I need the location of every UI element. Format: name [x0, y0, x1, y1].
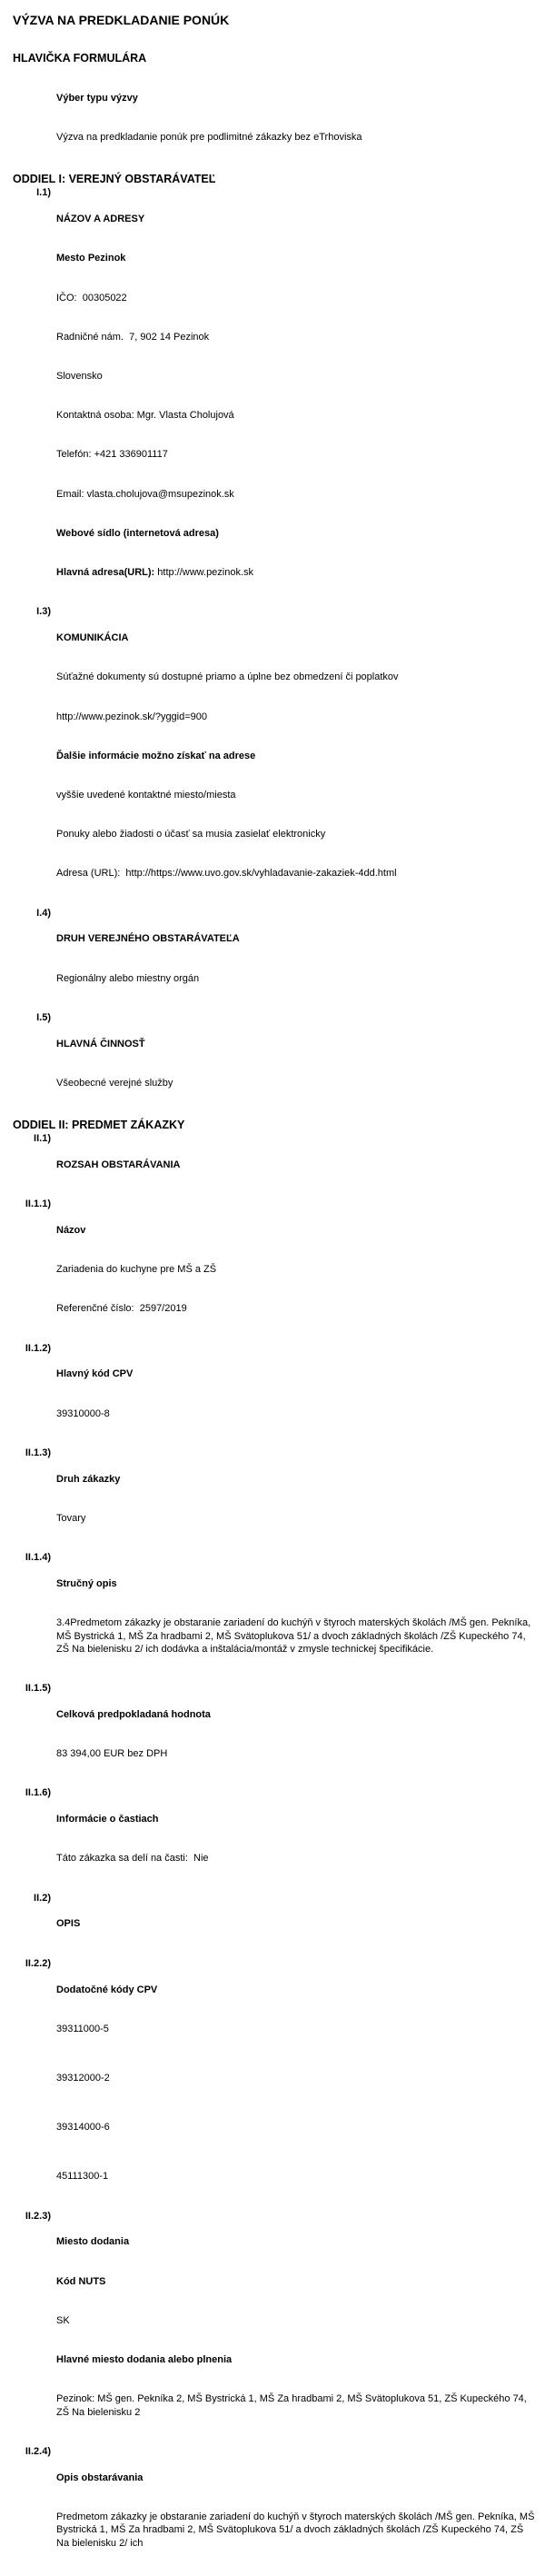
item-ii2 [13, 1892, 538, 1957]
item-number: II.1.3) [25, 1447, 51, 1458]
item-ii16 [13, 1786, 538, 1891]
document-title: VÝZVA NA PREDKLADANIE PONÚK [13, 13, 230, 27]
item-ii24 [13, 2445, 538, 2576]
item-title: Opis obstarávania [56, 2472, 144, 2483]
org-address: Radničné nám. 7, 902 14 Pezinok [56, 331, 210, 343]
org-email: Email: vlasta.cholujova@msupezinok.sk [56, 488, 234, 500]
item-title: OPIS [56, 1918, 81, 1930]
tender-submission-line: Ponuky alebo žiadosti o účasť sa musia zasielať elektronicky [56, 829, 326, 840]
item-ii22 [13, 1957, 538, 2210]
org-ico: IČO: 00305022 [56, 292, 127, 303]
item-title: KOMUNIKÁCIA [56, 632, 129, 644]
item-title: ROZSAH OBSTARÁVANIA [56, 1159, 181, 1170]
estimated-value: 83 394,00 EUR bez DPH [56, 1748, 168, 1760]
item-number: I.5) [36, 1011, 51, 1023]
org-country: Slovensko [56, 370, 103, 382]
item-title: HLAVNÁ ČINNOSŤ [56, 1038, 145, 1049]
form-header-heading: HLAVIČKA FORMULÁRA [13, 52, 147, 65]
tender-submission-url: Adresa (URL): http://https://www.uvo.gov.sk/vyhladavanie-zakaziek-4dd.html [56, 868, 397, 880]
short-description-text: 3.4Predmetom zákazky je obstaranie zariadení do kuchýň v štyroch materských školách /MŠ gen. Pekníka, MŠ Bystrická 1, MŠ Za hradbami 2, MŠ Svätoplukova 51/ a dvoch základných školách /ZŠ Kupeckého 74, ZŠ Na bielenisku 2/ ich dodávka a inštalácia/montáž v zmysle technickej špecifikácie. [56, 1617, 534, 1655]
item-title: Hlavný kód CPV [56, 1368, 134, 1380]
item-number: II.1.2) [25, 1342, 51, 1354]
delivery-place-label: Hlavné miesto dodania alebo plnenia [56, 2354, 233, 2366]
main-cpv-code: 39310000-8 [56, 1407, 110, 1419]
additional-cpv-code: 39312000-2 [56, 2072, 110, 2084]
nuts-code-label: Kód NUTS [56, 2275, 106, 2287]
item-number [13, 65, 56, 170]
call-type-value: Výzva na predkladanie ponúk pre podlimitné zákazky bez eTrhoviska [56, 132, 362, 144]
item-number: I.4) [36, 907, 51, 919]
item-i1 [13, 186, 538, 605]
org-contact-person: Kontaktná osoba: Mgr. Vlasta Cholujová [56, 410, 234, 422]
item-number: I.3) [36, 606, 51, 618]
item-i5 [13, 1011, 538, 1116]
further-info-line: vyššie uvedené kontaktné miesto/miesta [56, 789, 236, 801]
item-number: II.2.3) [25, 2210, 51, 2222]
authority-type-value: Regionálny alebo miestny orgán [56, 972, 200, 984]
main-url-label: Hlavná adresa(URL): [56, 567, 158, 579]
call-type-label: Výber typu výzvy [56, 92, 138, 104]
delivery-place-value: Pezinok: MŠ gen. Pekníka 2, MŠ Bystrická 1, MŠ Za hradbami 2, MŠ Svätoplukova 51, ZŠ Kupeckého 74, ZŠ Na bielenisku 2 [56, 2393, 530, 2418]
item-title: DRUH VEREJNÉHO OBSTARÁVATEĽA [56, 933, 240, 945]
main-activity-value: Všeobecné verejné služby [56, 1077, 173, 1089]
additional-cpv-code: 39311000-5 [56, 2023, 109, 2034]
item-number: II.1.5) [25, 1683, 51, 1695]
item-title: Druh zákazky [56, 1473, 121, 1485]
item-title: NÁZOV A ADRESY [56, 214, 145, 225]
item-i3 [13, 605, 538, 906]
additional-cpv-code: 45111300-1 [56, 2171, 109, 2183]
item-ii12 [13, 1342, 538, 1447]
item-ii23 [13, 2210, 538, 2445]
item-title: Názov [56, 1224, 86, 1236]
lots-info-value: Táto zákazka sa delí na časti: Nie [56, 1853, 209, 1865]
docs-availability-line: Súťažné dokumenty sú dostupné priamo a úplne bez obmedzení či poplatkov [56, 671, 399, 683]
further-info-heading: Ďalšie informácie možno získať na adrese [56, 750, 256, 761]
item-title: Dodatočné kódy CPV [56, 1984, 158, 1995]
item-number: II.2) [34, 1892, 51, 1904]
item-number: II.2.4) [25, 2445, 51, 2457]
item-ii14 [13, 1551, 538, 1682]
item-ii13 [13, 1447, 538, 1551]
section-1-heading: ODDIEL I: VEREJNÝ OBSTARÁVATEĽ [13, 173, 216, 186]
item-ii11 [13, 1198, 538, 1341]
item-i4 [13, 907, 538, 1011]
docs-url: http://www.pezinok.sk/?yggid=900 [56, 711, 208, 722]
form-header-section [13, 65, 538, 170]
contract-name-value: Zariadenia do kuchyne pre MŠ a ZŠ [56, 1264, 217, 1276]
item-title: Informácie o častiach [56, 1814, 159, 1825]
contract-type-value: Tovary [56, 1512, 86, 1524]
item-title: Stručný opis [56, 1577, 117, 1589]
section-2-heading: ODDIEL II: PREDMET ZÁKAZKY [13, 1119, 185, 1132]
reference-number: Referenčné číslo: 2597/2019 [56, 1303, 187, 1315]
org-phone: Telefón: +421 336901117 [56, 449, 168, 461]
nuts-code-value: SK [56, 2314, 70, 2326]
item-title: Celková predpokladaná hodnota [56, 1708, 211, 1720]
item-number: II.1) [34, 1133, 51, 1145]
item-number: II.1.6) [25, 1787, 51, 1799]
org-name: Mesto Pezinok [56, 253, 126, 264]
item-number: II.1.1) [25, 1198, 51, 1210]
main-url-value: http://www.pezinok.sk [157, 567, 254, 579]
item-number: II.1.4) [25, 1552, 51, 1564]
web-address-heading: Webové sídlo (internetová adresa) [56, 527, 219, 539]
item-number: I.1) [36, 187, 51, 199]
item-ii15 [13, 1682, 538, 1786]
item-title: Miesto dodania [56, 2236, 130, 2248]
item-number: II.2.2) [25, 1957, 51, 1969]
item-ii1 [13, 1132, 538, 1198]
main-url-line [56, 566, 538, 579]
procurement-description-text: Predmetom zákazky je obstaranie zariadení do kuchýň v štyroch materských školách /MŠ gen. Pekníka, MŠ Bystrická 1, MŠ Za hradbami 2, MŠ Svätoplukova 51/ a dvoch základných školách /ZŠ Kupeckého 74, ZŠ Na bielenisku 2/ ich [56, 2511, 538, 2549]
additional-cpv-code: 39314000-6 [56, 2122, 110, 2133]
